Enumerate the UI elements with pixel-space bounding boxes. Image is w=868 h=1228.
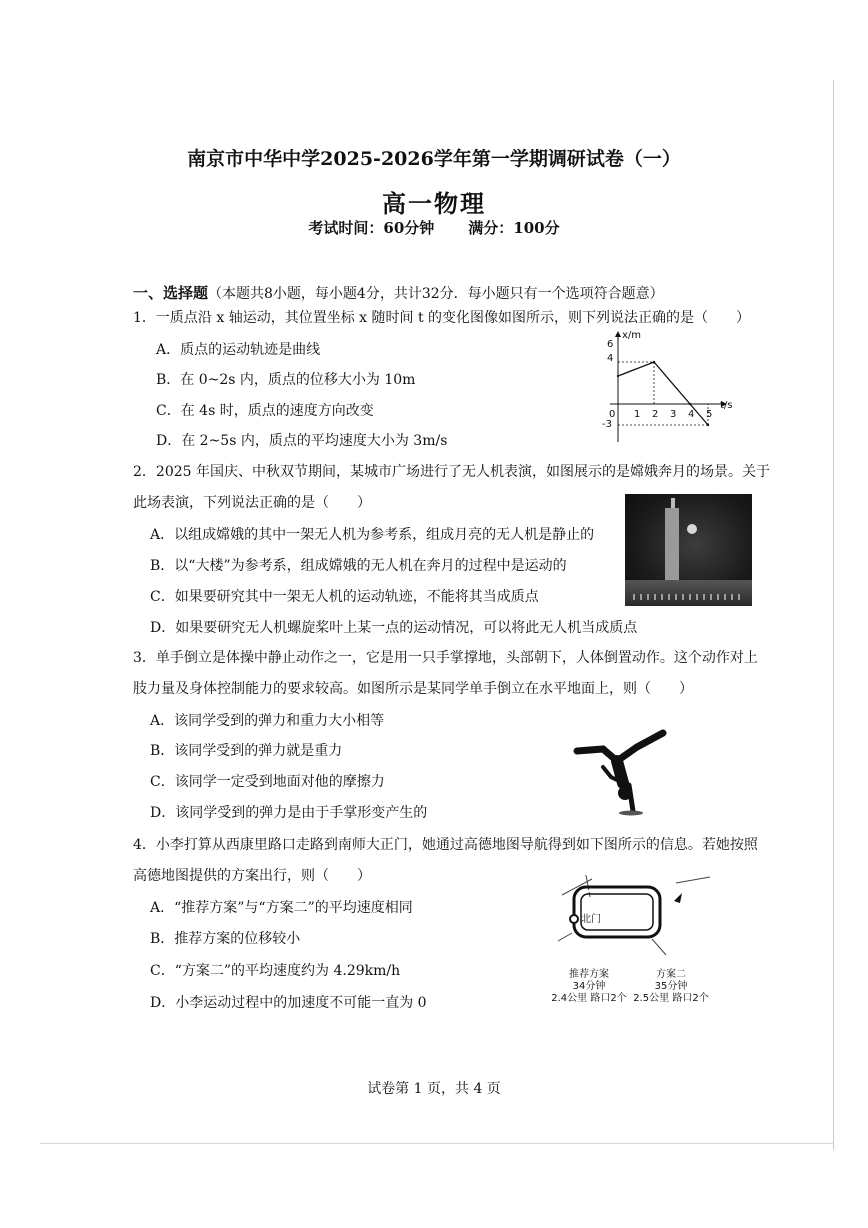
subject-title: 高一物理	[382, 189, 486, 218]
gate-label: 北门	[581, 914, 601, 925]
q4-option-c: C．“方案二”的平均速度约为 4.29km/h	[150, 963, 401, 979]
q1-stem: 1．一质点沿 x 轴运动，其位置坐标 x 随时间 t 的变化图像如图所示，则下列说法正确的是（ ）	[133, 310, 751, 326]
section-heading	[133, 282, 664, 303]
xt-graph	[598, 326, 738, 446]
north-arrow	[674, 893, 682, 903]
y-tick-neg3: -3	[602, 419, 612, 430]
x-tick-2: 2	[652, 409, 659, 420]
x-tick-3: 3	[670, 409, 677, 420]
plan2-name: 方案二	[656, 969, 686, 980]
x-tick-4: 4	[688, 409, 695, 420]
q3-stem-line2: 肢力量及身体控制能力的要求较高。如图所示是某同学单手倒立在水平地面上，则（ ）	[133, 681, 693, 697]
route-recommended	[578, 891, 656, 933]
q4-option-b: B．推荐方案的位移较小	[150, 931, 301, 947]
plan1-info: 2.4公里 路口2个	[551, 993, 627, 1004]
moon-drones	[687, 524, 697, 534]
q2-stem-line2: 此场表演，下列说法正确的是（ ）	[133, 495, 371, 511]
q2-option-b: B．以“大楼”为参考系，组成嫦娥的无人机在奔月的过程中是运动的	[150, 558, 567, 574]
plan1-time: 34分钟	[572, 981, 606, 992]
page-footer: 试卷第 1 页，共 4 页	[367, 1081, 501, 1097]
xt-line	[618, 362, 708, 425]
page-edge-bottom	[40, 1143, 834, 1144]
q2-stem-line1: 2．2025 年国庆、中秋双节期间，某城市广场进行了无人机表演，如图展示的是嫦娥奔月的场景。关于	[133, 464, 770, 480]
route-map	[556, 875, 716, 955]
city-skyline	[625, 580, 752, 606]
x-tick-1: 1	[634, 409, 641, 420]
q4-option-a: A．“推荐方案”与“方案二”的平均速度相同	[150, 900, 413, 916]
start-point	[570, 915, 578, 923]
city-lights	[633, 594, 745, 600]
q3-option-d: D．该同学受到的弹力是由于手掌形变产生的	[150, 805, 428, 821]
plan1-name: 推荐方案	[569, 969, 609, 980]
x-tick-5: 5	[706, 409, 713, 420]
exam-title: 南京市中华中学2025-2026学年第一学期调研试卷（一）	[187, 148, 681, 170]
full-score: 满分：100分	[468, 219, 560, 237]
q1-option-c: C．在 4s 时，质点的速度方向改变	[156, 403, 374, 419]
plan2-info: 2.5公里 路口2个	[633, 993, 709, 1004]
y-axis-label: x/m	[622, 330, 642, 341]
q1-option-a: A．质点的运动轨迹是曲线	[156, 342, 321, 358]
plan2-caption	[633, 969, 709, 1005]
q1-option-d: D．在 2~5s 内，质点的平均速度大小为 3m/s	[156, 433, 448, 449]
plan2-time: 35分钟	[654, 981, 688, 992]
q2-option-a: A．以组成嫦娥的其中一架无人机为参考系，组成月亮的无人机是静止的	[150, 527, 595, 543]
x-tick-0: 0	[609, 409, 616, 420]
q4-stem-line1: 4．小李打算从西康里路口走路到南师大正门，她通过高德地图导航得到如下图所示的信息。若她按照	[133, 837, 758, 853]
q3-stem-line1: 3．单手倒立是体操中静止动作之一，它是用一只手掌撑地，头部朝下，人体倒置动作。这个动作对上	[133, 650, 758, 666]
y-tick-4: 4	[607, 353, 614, 364]
q2-option-c: C．如果要研究其中一架无人机的运动轨迹，不能将其当成质点	[150, 589, 539, 605]
drone-show-photo	[625, 494, 752, 606]
page-edge-right	[833, 80, 834, 1150]
handstand-figure	[573, 727, 671, 817]
section-note: （本题共8小题，每小题4分，共计32分．每小题只有一个选项符合题意）	[208, 286, 664, 302]
q1-option-b: B．在 0~2s 内，质点的位移大小为 10m	[156, 372, 416, 388]
q3-option-b: B．该同学受到的弹力就是重力	[150, 743, 343, 759]
x-axis-label: t/s	[720, 400, 733, 411]
section-title: 一、选择题	[133, 284, 209, 302]
q3-option-c: C．该同学一定受到地面对他的摩擦力	[150, 774, 385, 790]
exam-meta	[0, 217, 868, 238]
q2-option-d: D．如果要研究无人机螺旋桨叶上某一点的运动情况，可以将此无人机当成质点	[150, 620, 638, 636]
plan1-caption	[551, 969, 627, 1005]
y-tick-6: 6	[607, 339, 614, 350]
q4-stem-line2: 高德地图提供的方案出行，则（ ）	[133, 868, 371, 884]
exam-time: 考试时间：60分钟	[308, 219, 435, 237]
q3-option-a: A．该同学受到的弹力和重力大小相等	[150, 713, 385, 729]
q4-option-d: D．小李运动过程中的加速度不可能一直为 0	[150, 995, 427, 1011]
